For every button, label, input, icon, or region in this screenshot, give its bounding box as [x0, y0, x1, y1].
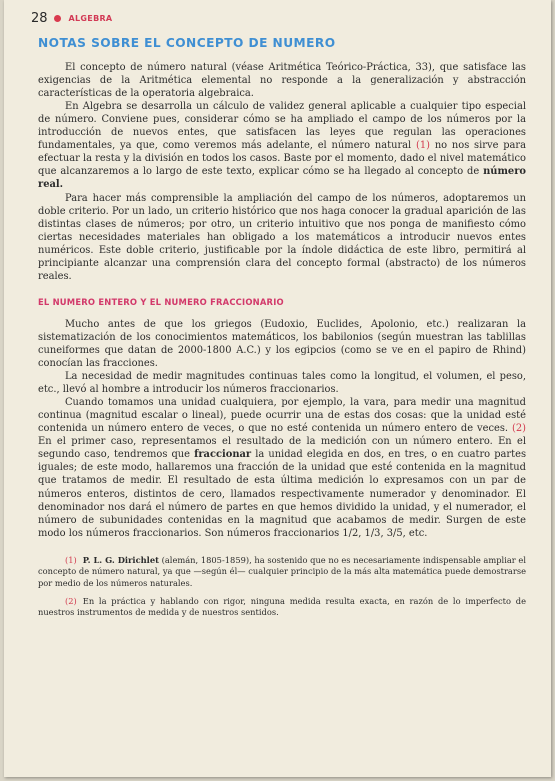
bold-term: fraccionar	[194, 449, 252, 461]
paragraph-text: no nos sirve para efectuar la resta y la división en todos los casos. Baste por el momento, dado el nivel matemático que alcanzaremos a lo largo de este texto, explicar cómo se ha llegado al concepto de	[38, 140, 527, 178]
footnote-author: P. L. G. Dirichlet	[82, 554, 159, 565]
paragraph: Para hacer más comprensible la ampliación del campo de los números, adoptaremos un doble criterio. Por un lado, un criterio histórico que nos haga conocer la gradual aparición de las distintas clases de números; por otro, un criterio intuitivo que nos ponga de manifiesto cómo ciertas necesidades materiales han obligado a los matemáticos a introducir nuevos entes numéricos. Este doble criterio, justificable por la índole didáctica de este libro, permitirá al principiante alcanzar una comprensión clara del concepto formal (abstracto) de los números reales.	[38, 192, 526, 282]
running-head: ALGEBRA	[68, 13, 113, 23]
footnote	[38, 555, 526, 589]
page-number: 28	[31, 10, 48, 26]
bullet-dot-icon	[54, 15, 61, 22]
section-heading: EL NUMERO ENTERO Y EL NUMERO FRACCIONARIO	[38, 296, 284, 307]
page-body	[38, 34, 526, 626]
footnote-text: En la práctica y hablando con rigor, ninguna medida resulta exacta, en razón de lo imperfecto de nuestros instrumentos de medida y de nuestros sentidos.	[38, 595, 526, 618]
footnotes	[38, 555, 526, 619]
paragraph-text: la unidad elegida en dos, en tres, o en cuatro partes iguales; de este modo, hallaremos una fracción de la unidad que esté contenida en la magnitud que tratamos de medir. El resultado de esta última medición lo expresamos con un par de números enteros, distintos de cero, llamados respectivamente numerador y denominador. El denominador nos dará el número de partes en que hemos dividido la unidad, y el numerador, el número de subunidades contenidas en la magnitud que acabamos de medir. Surgen de este modo los números fraccionarios. Son números fraccionarios 1/2, 1/3, 3/5, etc.	[38, 449, 527, 539]
page-header	[31, 9, 112, 27]
footnote	[38, 596, 526, 619]
footnote-ref: (1)	[416, 140, 431, 152]
paragraph: La necesidad de medir magnitudes continuas tales como la longitud, el volumen, el peso, etc., llevó al hombre a introducir los números fraccionarios.	[38, 371, 526, 396]
paragraph-text: En Algebra se desarrolla un cálculo de validez general aplicable a cualquier tipo especial de número. Conviene pues, considerar cómo se ha ampliado el campo de los números por la introducción de nuevos entes, que satisfacen las leyes que regulan las operaciones fundamentales, ya que, como veremos más adelante, el número natural	[38, 101, 526, 152]
book-page	[4, 0, 551, 777]
chapter-title: NOTAS SOBRE EL CONCEPTO DE NUMERO	[38, 36, 336, 50]
footnote-number: (1)	[65, 554, 77, 565]
paragraph	[38, 396, 526, 540]
paragraph-text: Cuando tomamos una unidad cualquiera, por ejemplo, la vara, para medir una magnitud continua (magnitud escalar o lineal), puede ocurrir una de estas dos cosas: que la unidad esté contenida un número entero de veces, o que no esté contenida un número entero de veces.	[38, 397, 526, 435]
footnote-number: (2)	[65, 595, 77, 606]
paragraph	[38, 100, 526, 191]
paragraph: El concepto de número natural (véase Aritmética Teórico-Práctica, 33), que satisface las exigencias de la Aritmética elemental no responde a la generalización y abstracción características de la operatoria algebraica.	[38, 62, 526, 100]
paragraph-text: En el primer caso, representamos el resultado de la medición con un número entero. En el segundo caso, tendremos que	[38, 436, 526, 461]
paragraph: Mucho antes de que los griegos (Eudoxio, Euclides, Apolonio, etc.) realizaran la sistematización de los conocimientos matemáticos, los babilonios (según muestran las tablillas cuneiformes que datan de 2000-1800 A.C.) y los egipcios (como se ve en el papiro de Rhind) conocían las fracciones.	[38, 318, 526, 370]
footnote-text: (alemán, 1805-1859), ha sostenido que no es necesariamente indispensable ampliar el concepto de número natural, ya que —según él— cualquier principio de la más alta matemática puede demostrarse por medio de los números naturales.	[38, 554, 526, 588]
bold-term: número real.	[38, 166, 526, 191]
footnote-ref: (2)	[512, 423, 526, 435]
